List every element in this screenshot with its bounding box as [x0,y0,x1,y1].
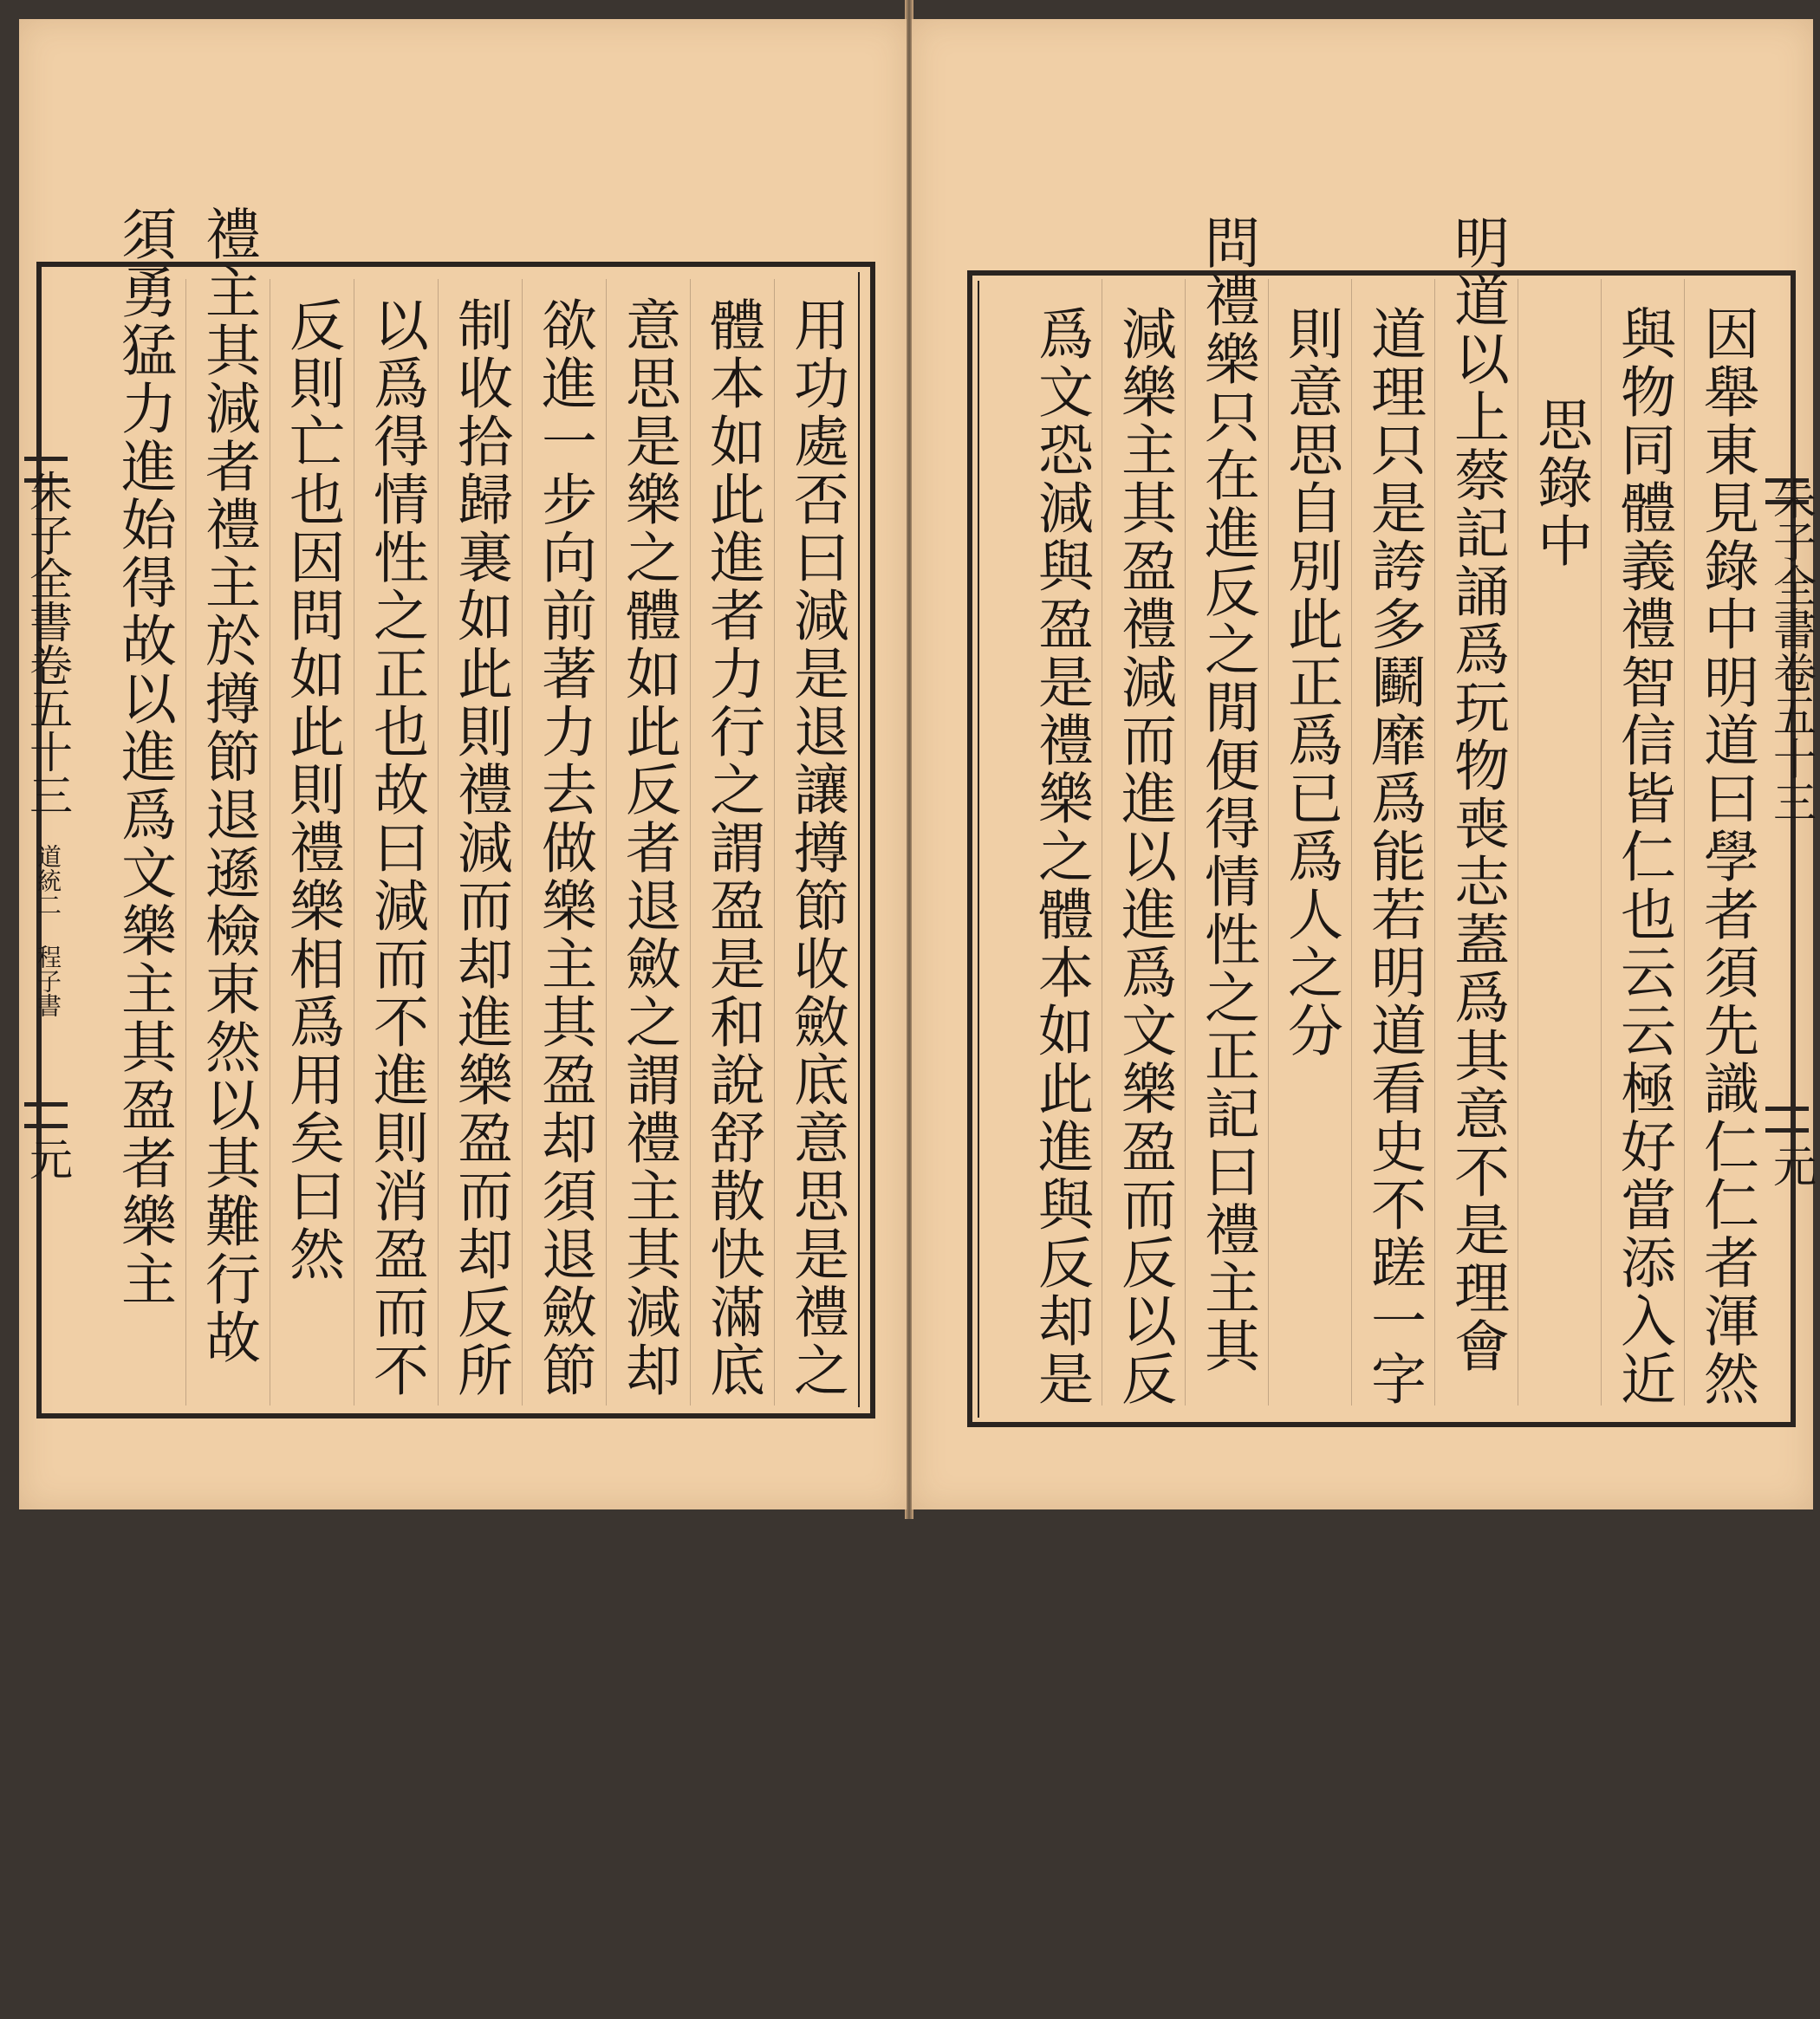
right-page [912,19,1817,1509]
left-text-column-rule [606,279,607,1406]
left-text-column: 禮主其減者禮主於撙節退遜檢束然以其難行故 [196,205,260,1367]
right-text-column: 道理只是誇多鬬靡爲能若明道看史不蹉一字 [1362,305,1426,1408]
right-text-column-rule [1684,279,1685,1406]
right-text-column-rule [1185,279,1186,1406]
left-text-column: 反則亡也因問如此則禮樂相爲用矣曰然 [280,296,344,1283]
left-page [19,19,907,1509]
right-text-column: 與物同體義禮智信皆仁也云云極好當添入近 [1611,305,1675,1408]
right-text-column: 則意思自別此正爲已爲人之分 [1278,305,1342,1060]
banxin-title: 朱子全書卷五十三 [23,470,73,816]
left-text-column-rule [438,279,439,1406]
left-text-column-rule [690,279,691,1406]
right-text-column: 思錄中 [1528,396,1592,570]
left-text-column: 體本如此進者力行之謂盈是和說舒散快滿底 [700,296,764,1399]
left-text-column-rule [522,279,523,1406]
right-text-column: 因舉東見錄中明道曰學者須先識仁仁者渾然 [1694,305,1758,1408]
left-text-column: 意思是樂之體如此反者退斂之謂禮主其減却 [616,296,680,1399]
right-text-column: 明道以上蔡記誦爲玩物喪志蓋爲其意不是理會 [1445,214,1509,1375]
right-text-column-rule [1434,279,1435,1406]
right-banxin: 朱子全書卷五十三 [1766,477,1817,823]
banxin-section: 道統二 [34,843,62,917]
lower-fishtail-mark [24,1102,68,1128]
right-text-column-rule [1268,279,1269,1406]
right-lower-fishtail-mark [1765,1107,1809,1133]
left-text-column: 須勇猛力進始得故以進爲文樂主其盈者樂主 [112,205,176,1308]
right-text-column: 減樂主其盈禮減而進以進爲文樂盈而反以反 [1112,305,1176,1408]
right-banxin-folio: 元 [1766,1144,1817,1187]
left-text-column: 欲進一步向前著力去做樂主其盈却須退斂節 [532,296,596,1399]
banxin-subsection: 程子書 [34,944,62,1017]
banxin-folio: 元 [23,1137,73,1180]
right-text-column: 爲文恐減與盈是禮樂之體本如此進與反却是 [1029,305,1093,1408]
left-text-column-rule [185,279,186,1406]
right-text-column-rule [1601,279,1602,1406]
left-text-column: 以爲得情性之正也故曰減而不進則消盈而不 [364,296,428,1399]
right-text-column: 問禮樂只在進反之閒便得情性之正記曰禮主其 [1195,214,1259,1375]
right-text-column-rule [1351,279,1352,1406]
left-text-column: 制收拾歸裏如此則禮減而却進樂盈而却反所 [448,296,512,1399]
left-text-column: 用功處否曰減是退讓撙節收斂底意思是禮之 [784,296,848,1399]
left-text-column-rule [774,279,775,1406]
